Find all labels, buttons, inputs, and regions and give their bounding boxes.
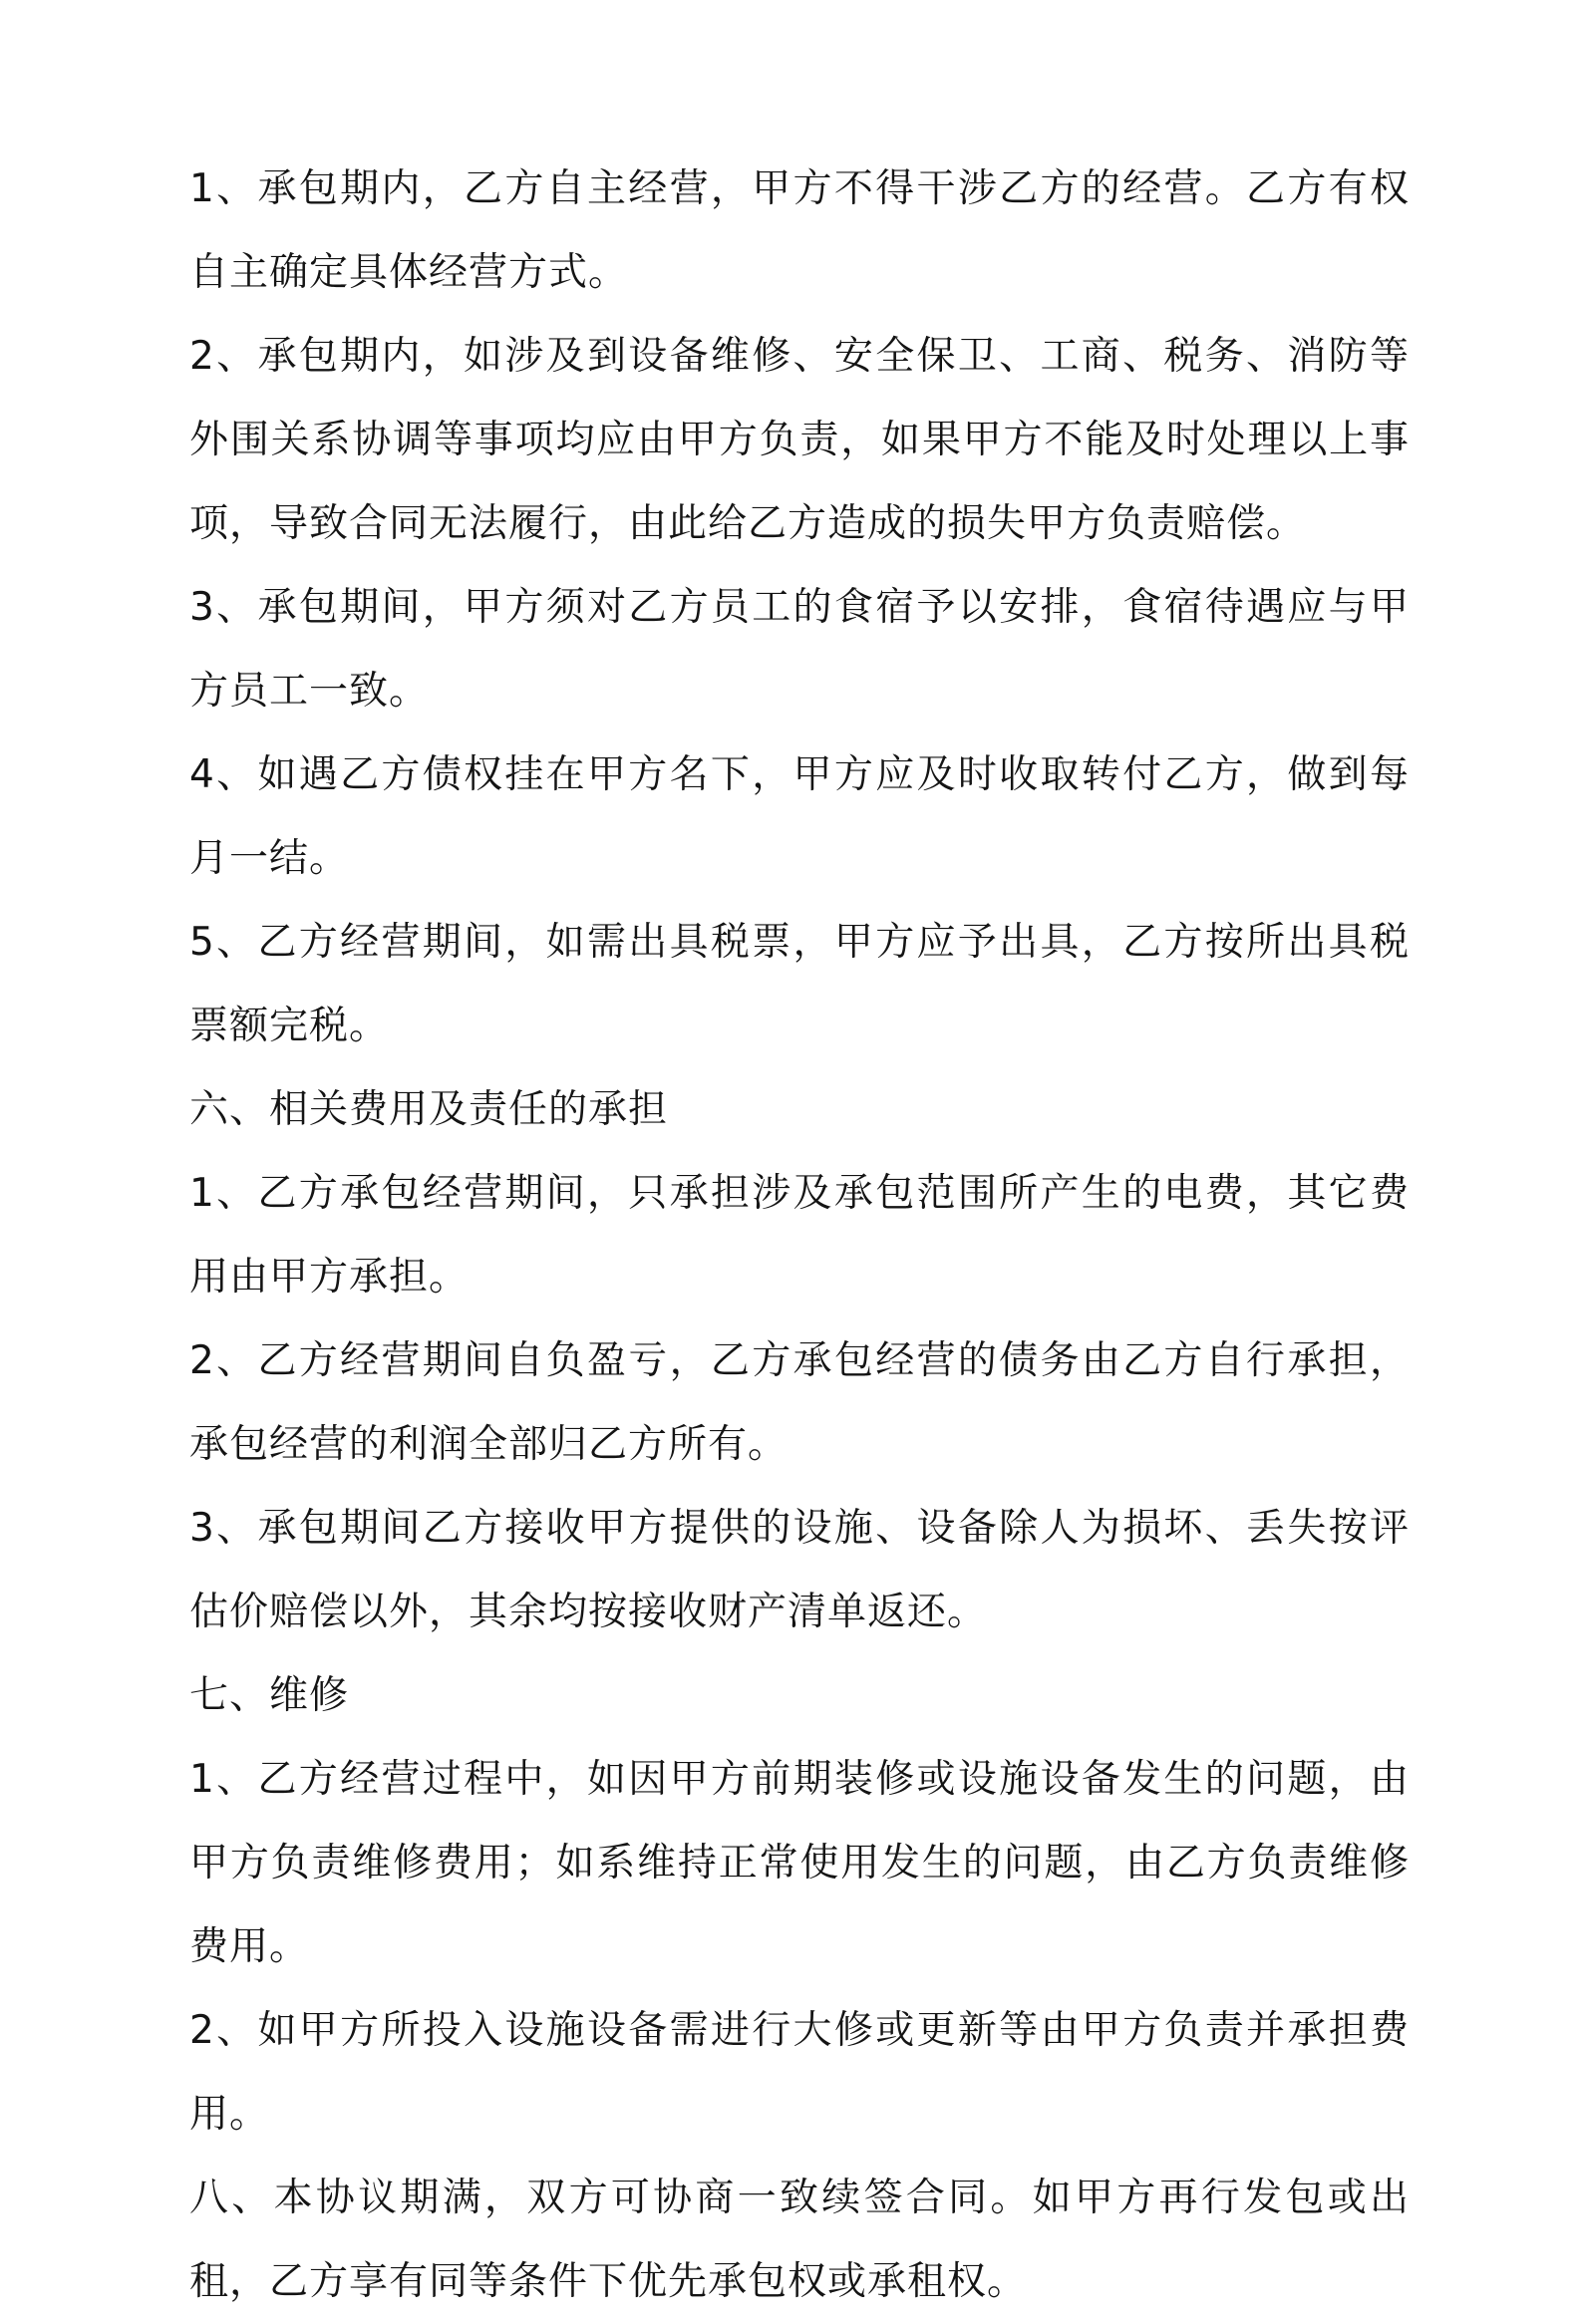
section-6-heading: 六、相关费用及责任的承担 <box>189 1087 669 1132</box>
clause-4-credit-transfer: 4、如遇乙方债权挂在甲方名下，甲方应及时收取转付乙方，做到每月一结。 <box>189 752 1410 881</box>
section-6-clause-2: 2、乙方经营期间自负盈亏，乙方承包经营的债务由乙方自行承担，承包经营的利润全部归乙方所有。 <box>189 1338 1410 1467</box>
section-7-heading: 七、维修 <box>189 1673 350 1718</box>
section-6-clause-3: 3、承包期间乙方接收甲方提供的设施、设备除人为损坏、丢失按评估价赔偿以外，其余均按接收财产清单返还。 <box>189 1506 1410 1634</box>
section-7-clause-2: 2、如甲方所投入设施设备需进行大修或更新等由甲方负责并承担费用。 <box>189 2008 1410 2137</box>
section-8-renewal: 八、本协议期满，双方可协商一致续签合同。如甲方再行发包或出租，乙方享有同等条件下优先承包权或承租权。 <box>189 2176 1410 2304</box>
clause-1-self-management: 1、承包期内，乙方自主经营，甲方不得干涉乙方的经营。乙方有权自主确定具体经营方式。 <box>189 166 1410 295</box>
clause-5-tax-invoice: 5、乙方经营期间，如需出具税票，甲方应予出具，乙方按所出具税票额完税。 <box>189 920 1410 1048</box>
clause-3-staff-accommodation: 3、承包期间，甲方须对乙方员工的食宿予以安排，食宿待遇应与甲方员工一致。 <box>189 585 1410 714</box>
section-6-clause-1: 1、乙方承包经营期间，只承担涉及承包范围所产生的电费，其它费用由甲方承担。 <box>189 1171 1410 1300</box>
clause-2-external-coordination: 2、承包期内，如涉及到设备维修、安全保卫、工商、税务、消防等外围关系协调等事项均应由甲方负责，如果甲方不能及时处理以上事项，导致合同无法履行，由此给乙方造成的损失甲方负责赔偿。 <box>189 334 1410 546</box>
section-7-clause-1: 1、乙方经营过程中，如因甲方前期装修或设施设备发生的问题，由甲方负责维修费用；如系维持正常使用发生的问题，由乙方负责维修费用。 <box>189 1757 1410 1969</box>
